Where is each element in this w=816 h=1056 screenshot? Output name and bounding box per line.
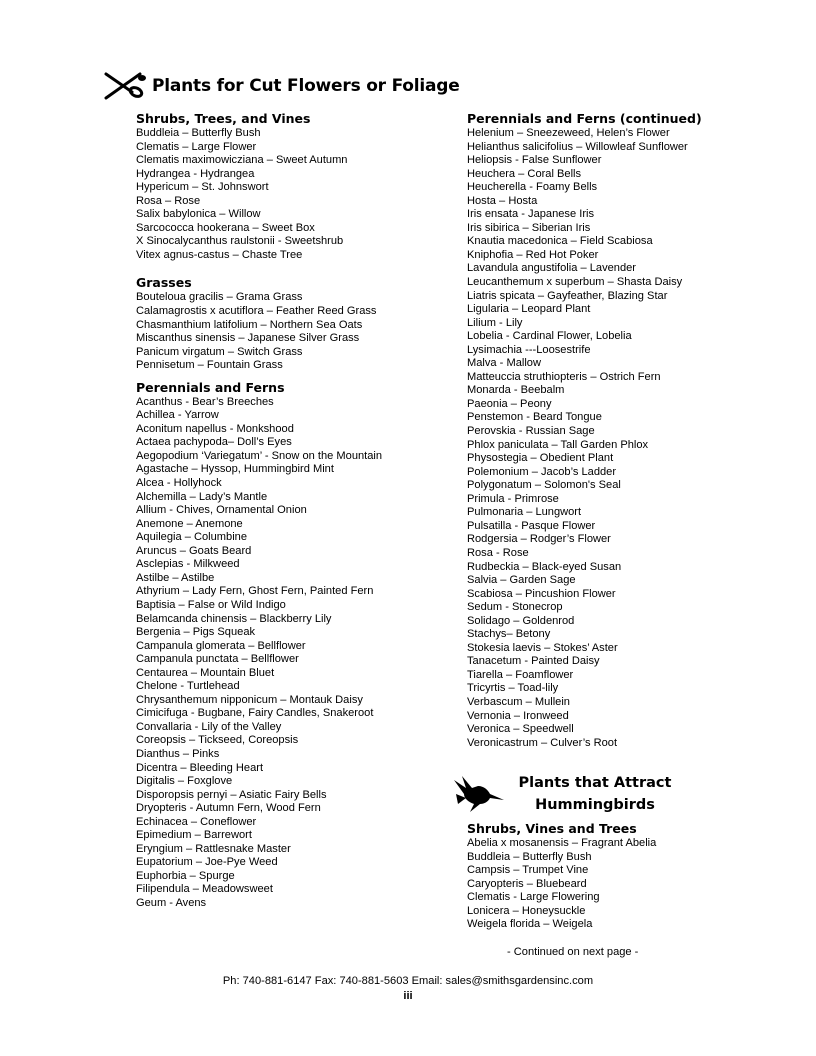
hummingbird-title xyxy=(510,772,680,816)
list-item: Aconitum napellus - Monkshood xyxy=(136,422,294,435)
list-item: Buddleia – Butterfly Bush xyxy=(467,850,592,863)
list-item: Veronicastrum – Culver’s Root xyxy=(467,736,618,749)
list-item: Achillea - Yarrow xyxy=(136,409,219,422)
list-item: Alcea - Hollyhock xyxy=(136,477,222,490)
list-item: Chrysanthemum nipponicum – Montauk Daisy xyxy=(136,693,363,706)
list-item: Stachys– Betony xyxy=(467,628,551,641)
list-item: Solidago – Goldenrod xyxy=(467,614,575,627)
main-title: Plants for Cut Flowers or Foliage xyxy=(152,76,460,96)
list-item: Kniphofia – Red Hot Poker xyxy=(467,248,599,261)
list-item: Primula - Primrose xyxy=(467,492,559,505)
continued-note: - Continued on next page - xyxy=(507,946,639,958)
section-heading: Perennials and Ferns (continued) xyxy=(467,111,702,126)
list-item: Calamagrostis x acutiflora – Feather Reed Grass xyxy=(136,305,377,318)
list-item: Vernonia – Ironweed xyxy=(467,709,569,722)
list-item: Allium - Chives, Ornamental Onion xyxy=(136,504,307,517)
list-item: Convallaria - Lily of the Valley xyxy=(136,720,282,733)
list-item: Rudbeckia – Black-eyed Susan xyxy=(467,560,622,573)
list-item: Dianthus – Pinks xyxy=(136,747,220,760)
list-item: Chelone - Turtlehead xyxy=(136,680,240,693)
list-item: Malva - Mallow xyxy=(467,357,541,370)
list-item: Hosta – Hosta xyxy=(467,194,538,207)
main-title-row xyxy=(102,68,460,104)
list-item: Miscanthus sinensis – Japanese Silver Grass xyxy=(136,332,360,345)
list-item: Anemone – Anemone xyxy=(136,517,243,530)
list-item: Acanthus - Bear’s Breeches xyxy=(136,395,274,408)
plant-list xyxy=(136,127,456,262)
list-item: Tiarella – Foamflower xyxy=(467,668,574,681)
list-item: Liatris spicata – Gayfeather, Blazing Star xyxy=(467,289,668,302)
list-item: Rodgersia – Rodger’s Flower xyxy=(467,533,611,546)
list-item: Coreopsis – Tickseed, Coreopsis xyxy=(136,734,299,747)
list-item: Physostegia – Obedient Plant xyxy=(467,452,614,465)
list-item: Caryopteris – Bluebeard xyxy=(467,877,587,890)
list-item: Matteuccia struthiopteris – Ostrich Fern xyxy=(467,370,661,383)
list-item: Pulmonaria – Lungwort xyxy=(467,506,582,519)
list-item: Lavandula angustifolia – Lavender xyxy=(467,262,637,275)
list-item: Epimedium – Barrewort xyxy=(136,829,252,842)
section-grasses xyxy=(136,274,456,372)
list-item: Penstemon - Beard Tongue xyxy=(467,411,602,424)
hummingbird-list-wrap xyxy=(452,820,772,932)
list-item: Knautia macedonica – Field Scabiosa xyxy=(467,235,653,248)
list-item: Tanacetum - Painted Daisy xyxy=(467,655,600,668)
list-item: Astilbe – Astilbe xyxy=(136,571,215,584)
list-item: Ligularia – Leopard Plant xyxy=(467,303,591,316)
page-number: iii xyxy=(403,990,413,1002)
list-item: Aruncus – Goats Beard xyxy=(136,544,252,557)
plant-list xyxy=(136,396,456,911)
list-item: Heucherella - Foamy Bells xyxy=(467,181,598,194)
list-item: Salix babylonica – Willow xyxy=(136,208,261,221)
footer-contact: Ph: 740-881-6147 Fax: 740-881-5603 Email: sales@smithsgardensinc.com xyxy=(222,975,594,987)
list-item: Digitalis – Foxglove xyxy=(136,775,233,788)
hummingbird-section xyxy=(452,772,772,932)
plant-list xyxy=(136,291,456,372)
section-perennials-ferns xyxy=(136,379,456,911)
list-item: Lysimachia ---Loosestrife xyxy=(467,343,591,356)
section-heading: Grasses xyxy=(136,275,192,291)
list-item: Agastache – Hyssop, Hummingbird Mint xyxy=(136,463,334,476)
list-item: Abelia x mosanensis – Fragrant Abelia xyxy=(467,837,657,849)
list-item: Centaurea – Mountain Bluet xyxy=(136,666,275,679)
section-shrubs-trees-vines xyxy=(136,110,456,262)
list-item: Pulsatilla - Pasque Flower xyxy=(467,519,596,532)
list-item: Actaea pachypoda– Doll’s Eyes xyxy=(136,436,292,449)
list-item: Heliopsis - False Sunflower xyxy=(467,154,602,167)
list-item: Monarda - Beebalm xyxy=(467,384,565,397)
list-item: Baptisia – False or Wild Indigo xyxy=(136,598,286,611)
hummingbird-title-line2: Hummingbirds xyxy=(535,797,655,813)
list-item: Eryngium – Rattlesnake Master xyxy=(136,842,291,855)
list-item: Perovskia - Russian Sage xyxy=(467,425,595,438)
list-item: Athyrium – Lady Fern, Ghost Fern, Painted Fern xyxy=(136,585,374,598)
list-item: Sarcococca hookerana – Sweet Box xyxy=(136,221,315,234)
list-item: Weigela florida – Weigela xyxy=(467,918,593,931)
list-item: Pennisetum – Fountain Grass xyxy=(136,359,283,372)
list-item: Clematis maximowicziana – Sweet Autumn xyxy=(136,154,348,167)
plant-list xyxy=(467,837,772,932)
list-item: Clematis - Large Flowering xyxy=(467,891,600,904)
hummingbird-title-row xyxy=(452,772,772,816)
list-item: Verbascum – Mullein xyxy=(467,695,570,708)
list-item: Hypericum – St. Johnswort xyxy=(136,181,269,194)
list-item: Bouteloua gracilis – Grama Grass xyxy=(136,291,303,304)
list-item: Helianthus salicifolius – Willowleaf Sunflower xyxy=(467,140,688,153)
list-item: Disporopsis pernyi – Asiatic Fairy Bells xyxy=(136,788,327,801)
list-item: Vitex agnus-castus – Chaste Tree xyxy=(136,248,303,261)
list-item: Phlox paniculata – Tall Garden Phlox xyxy=(467,438,649,451)
list-item: Campanula punctata – Bellflower xyxy=(136,653,299,666)
list-item: Aegopodium ‘Variegatum’ - Snow on the Mountain xyxy=(136,449,383,462)
list-item: Polygonatum – Solomon's Seal xyxy=(467,479,621,492)
section-heading: Perennials and Ferns xyxy=(136,379,285,395)
list-item: Echinacea – Coneflower xyxy=(136,815,257,828)
list-item: Geum - Avens xyxy=(136,896,207,909)
list-item: Tricyrtis – Toad-lily xyxy=(467,682,559,695)
list-item: Buddleia – Butterfly Bush xyxy=(136,127,261,139)
list-item: Lonicera – Honeysuckle xyxy=(467,904,586,917)
list-item: Belamcanda chinensis – Blackberry Lily xyxy=(136,612,332,625)
plant-list xyxy=(467,127,767,750)
list-item: Leucanthemum x superbum – Shasta Daisy xyxy=(467,276,683,289)
list-item: Iris ensata - Japanese Iris xyxy=(467,208,595,221)
left-column xyxy=(136,110,456,911)
list-item: Dicentra – Bleeding Heart xyxy=(136,761,264,774)
list-item: Helenium – Sneezeweed, Helen’s Flower xyxy=(467,127,670,139)
hummingbird-icon xyxy=(452,772,506,814)
list-item: Heuchera – Coral Bells xyxy=(467,167,582,180)
list-item: Asclepias - Milkweed xyxy=(136,558,240,571)
list-item: Chasmanthium latifolium – Northern Sea Oats xyxy=(136,318,363,331)
list-item: Aquilegia – Columbine xyxy=(136,531,248,544)
list-item: Alchemilla – Lady’s Mantle xyxy=(136,490,268,503)
list-item: Paeonia – Peony xyxy=(467,397,552,410)
list-item: Veronica – Speedwell xyxy=(467,723,574,736)
list-item: Lobelia - Cardinal Flower, Lobelia xyxy=(467,330,632,343)
list-item: Cimicifuga - Bugbane, Fairy Candles, Snakeroot xyxy=(136,707,374,720)
list-item: Campsis – Trumpet Vine xyxy=(467,864,589,877)
list-item: Rosa – Rose xyxy=(136,194,201,207)
footer xyxy=(0,974,816,1004)
list-item: Stokesia laevis – Stokes’ Aster xyxy=(467,641,618,654)
hummingbird-title-line1: Plants that Attract xyxy=(518,775,672,791)
list-item: Lilium - Lily xyxy=(467,316,523,329)
list-item: Campanula glomerata – Bellflower xyxy=(136,639,306,652)
list-item: Scabiosa – Pincushion Flower xyxy=(467,587,616,600)
list-item: Hydrangea - Hydrangea xyxy=(136,167,255,180)
section-heading: Shrubs, Vines and Trees xyxy=(467,821,637,836)
list-item: Rosa - Rose xyxy=(467,546,529,559)
list-item: Salvia – Garden Sage xyxy=(467,574,576,587)
list-item: Dryopteris - Autumn Fern, Wood Fern xyxy=(136,802,321,815)
scissors-icon xyxy=(102,70,146,102)
right-column xyxy=(467,110,767,750)
section-heading: Shrubs, Trees, and Vines xyxy=(136,111,311,126)
spacer xyxy=(136,262,456,274)
list-item: Euphorbia – Spurge xyxy=(136,869,235,882)
list-item: Bergenia – Pigs Squeak xyxy=(136,626,256,639)
list-item: Clematis – Large Flower xyxy=(136,140,257,153)
list-item: Sedum - Stonecrop xyxy=(467,601,563,614)
list-item: Filipendula – Meadowsweet xyxy=(136,883,273,896)
list-item: Panicum virgatum – Switch Grass xyxy=(136,345,303,358)
list-item: Eupatorium – Joe-Pye Weed xyxy=(136,856,278,869)
list-item: Polemonium – Jacob’s Ladder xyxy=(467,465,617,478)
list-item: X Sinocalycanthus raulstonii - Sweetshrub xyxy=(136,235,344,248)
list-item: Iris sibirica – Siberian Iris xyxy=(467,221,591,234)
